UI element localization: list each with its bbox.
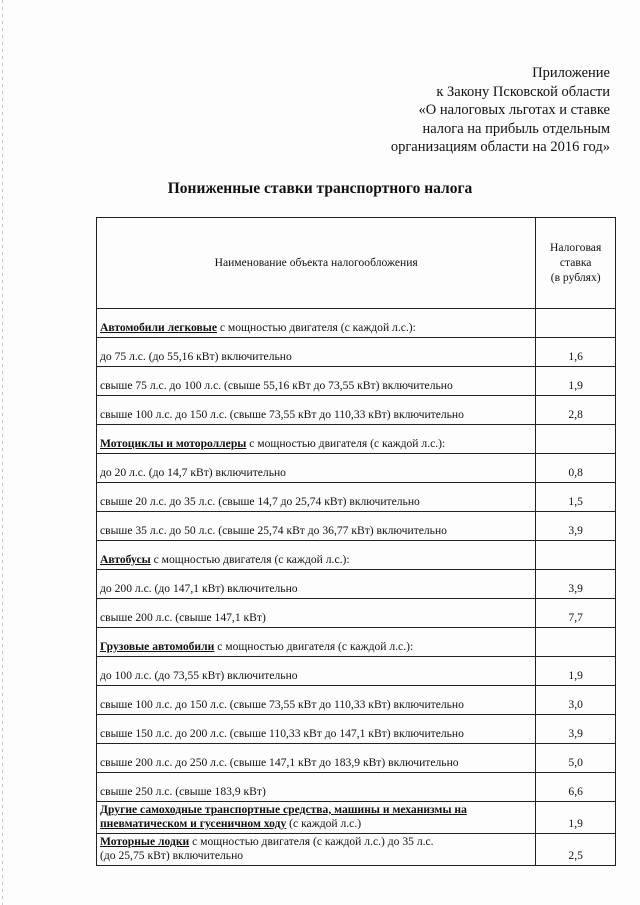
object-name-cell (97, 454, 536, 483)
header-name-cell: Наименование объекта налогообложения (97, 218, 536, 309)
object-name-cell (97, 541, 536, 570)
object-name-cell (97, 338, 536, 367)
table-category-row (97, 628, 616, 657)
table-row (97, 570, 616, 599)
table-category-row (97, 309, 616, 338)
object-name-cell (97, 367, 536, 396)
tax-rate-cell: 1,6 (536, 338, 616, 367)
table-row (97, 338, 616, 367)
document-title: Пониженные ставки транспортного налога (167, 180, 473, 197)
appendix-line: налога на прибыль отдельным (422, 120, 610, 137)
appendix-block (391, 64, 610, 157)
object-name-cell (97, 715, 536, 744)
tax-rate-cell: 7,7 (536, 599, 616, 628)
table-category-row (97, 802, 616, 834)
object-name-cell (97, 425, 536, 454)
tax-rate-cell (536, 425, 616, 454)
tax-rate-cell (536, 309, 616, 338)
tax-rate-cell: 0,8 (536, 454, 616, 483)
object-name-cell (97, 599, 536, 628)
object-name-cell (97, 686, 536, 715)
tax-rate-cell: 6,6 (536, 773, 616, 802)
category-suffix: с мощностью двигателя (с каждой л.с.) до 35 л.с. (189, 835, 434, 848)
header-rate-line: Налоговая (550, 240, 602, 254)
object-name-cell (97, 802, 536, 834)
object-name-cell (97, 570, 536, 599)
object-name: свыше 200 л.с. до 250 л.с. (свыше 147,1 кВт до 183,9 кВт) включительно (100, 756, 459, 769)
object-name-cell (97, 657, 536, 686)
tax-rate-cell: 1,9 (536, 802, 616, 834)
category-name: Грузовые автомобили (100, 640, 215, 653)
object-name: до 75 л.с. (до 55,16 кВт) включительно (100, 350, 292, 363)
object-name: свыше 35 л.с. до 50 л.с. (свыше 25,74 кВт до 36,77 кВт) включительно (100, 524, 447, 537)
object-name: свыше 250 л.с. (свыше 183,9 кВт) (100, 785, 266, 798)
tax-rate-cell (536, 541, 616, 570)
tax-rate-cell: 1,9 (536, 657, 616, 686)
category-name: Автомобили легковые (100, 321, 217, 334)
table-row (97, 773, 616, 802)
table-row (97, 744, 616, 773)
object-name: свыше 20 л.с. до 35 л.с. (свыше 14,7 до 25,74 кВт) включительно (100, 495, 420, 508)
appendix-line: «О налоговых льготах и ставке (418, 102, 610, 118)
category-suffix: с мощностью двигателя (с каждой л.с.): (150, 553, 350, 566)
table-row (97, 512, 616, 541)
object-name-cell (97, 628, 536, 657)
tax-rate-cell: 3,9 (536, 570, 616, 599)
object-name: свыше 75 л.с. до 100 л.с. (свыше 55,16 кВт до 73,55 кВт) включительно (100, 379, 453, 392)
tax-rate-cell: 1,5 (536, 483, 616, 512)
header-rate-line: (в рублях) (550, 270, 601, 284)
object-name: свыше 150 л.с. до 200 л.с. (свыше 110,33 кВт до 147,1 кВт) включительно (100, 727, 464, 740)
object-name: свыше 100 л.с. до 150 л.с. (свыше 73,55 кВт до 110,33 кВт) включительно (100, 408, 464, 421)
object-name: до 20 л.с. (до 14,7 кВт) включительно (100, 466, 286, 479)
object-name-cell (97, 309, 536, 338)
object-name-cell (97, 834, 536, 866)
object-name: до 200 л.с. (до 147,1 кВт) включительно (100, 582, 298, 595)
table-row (97, 657, 616, 686)
tax-rate-cell: 3,0 (536, 686, 616, 715)
appendix-line: к Закону Псковской области (436, 83, 610, 100)
object-name-cell (97, 744, 536, 773)
tax-rate-cell: 3,9 (536, 715, 616, 744)
category-suffix: с мощностью двигателя (с каждой л.с.): (216, 321, 416, 334)
object-name: до 100 л.с. (до 73,55 кВт) включительно (100, 669, 298, 682)
table-row (97, 686, 616, 715)
tax-rate-cell: 1,9 (536, 367, 616, 396)
table-row (97, 396, 616, 425)
header-rate-cell (536, 218, 616, 309)
header-rate-line: ставка (559, 255, 592, 269)
category-name: Мотоциклы и мотороллеры (100, 437, 247, 450)
table-header-row (97, 218, 616, 309)
tax-rate-cell: 2,8 (536, 396, 616, 425)
category-suffix: с мощностью двигателя (с каждой л.с.): (214, 640, 414, 653)
category-name: Автобусы (100, 553, 151, 566)
table-category-row (97, 834, 616, 866)
tax-rate-cell: 3,9 (536, 512, 616, 541)
object-name: свыше 200 л.с. (свыше 147,1 кВт) (100, 611, 266, 624)
table-category-row (97, 541, 616, 570)
object-name-cell (97, 483, 536, 512)
table-row (97, 599, 616, 628)
tax-rate-cell: 5,0 (536, 744, 616, 773)
object-name-cell (97, 512, 536, 541)
tax-rate-cell (536, 628, 616, 657)
table-category-row (97, 425, 616, 454)
tax-rates-table (96, 217, 616, 866)
category-suffix: с мощностью двигателя (с каждой л.с.): (246, 437, 446, 450)
table-row (97, 454, 616, 483)
table-row (97, 367, 616, 396)
appendix-line: организациям области на 2016 год» (390, 139, 610, 155)
table-row (97, 483, 616, 512)
object-name: свыше 100 л.с. до 150 л.с. (свыше 73,55 кВт до 110,33 кВт) включительно (100, 698, 464, 711)
appendix-line: Приложение (532, 65, 610, 81)
tax-rate-cell: 2,5 (536, 834, 616, 866)
object-name-cell (97, 396, 536, 425)
table-row (97, 715, 616, 744)
object-name: (до 25,75 кВт) включительно (100, 849, 244, 862)
page-edge (2, 0, 3, 905)
category-name: пневматическом и гусеничном ходу (100, 817, 287, 830)
category-suffix: (с каждой л.с.) (286, 817, 362, 830)
category-name: Моторные лодки (100, 835, 190, 848)
object-name-cell (97, 773, 536, 802)
category-name: Другие самоходные транспортные средства, машины и механизмы на (100, 803, 467, 816)
